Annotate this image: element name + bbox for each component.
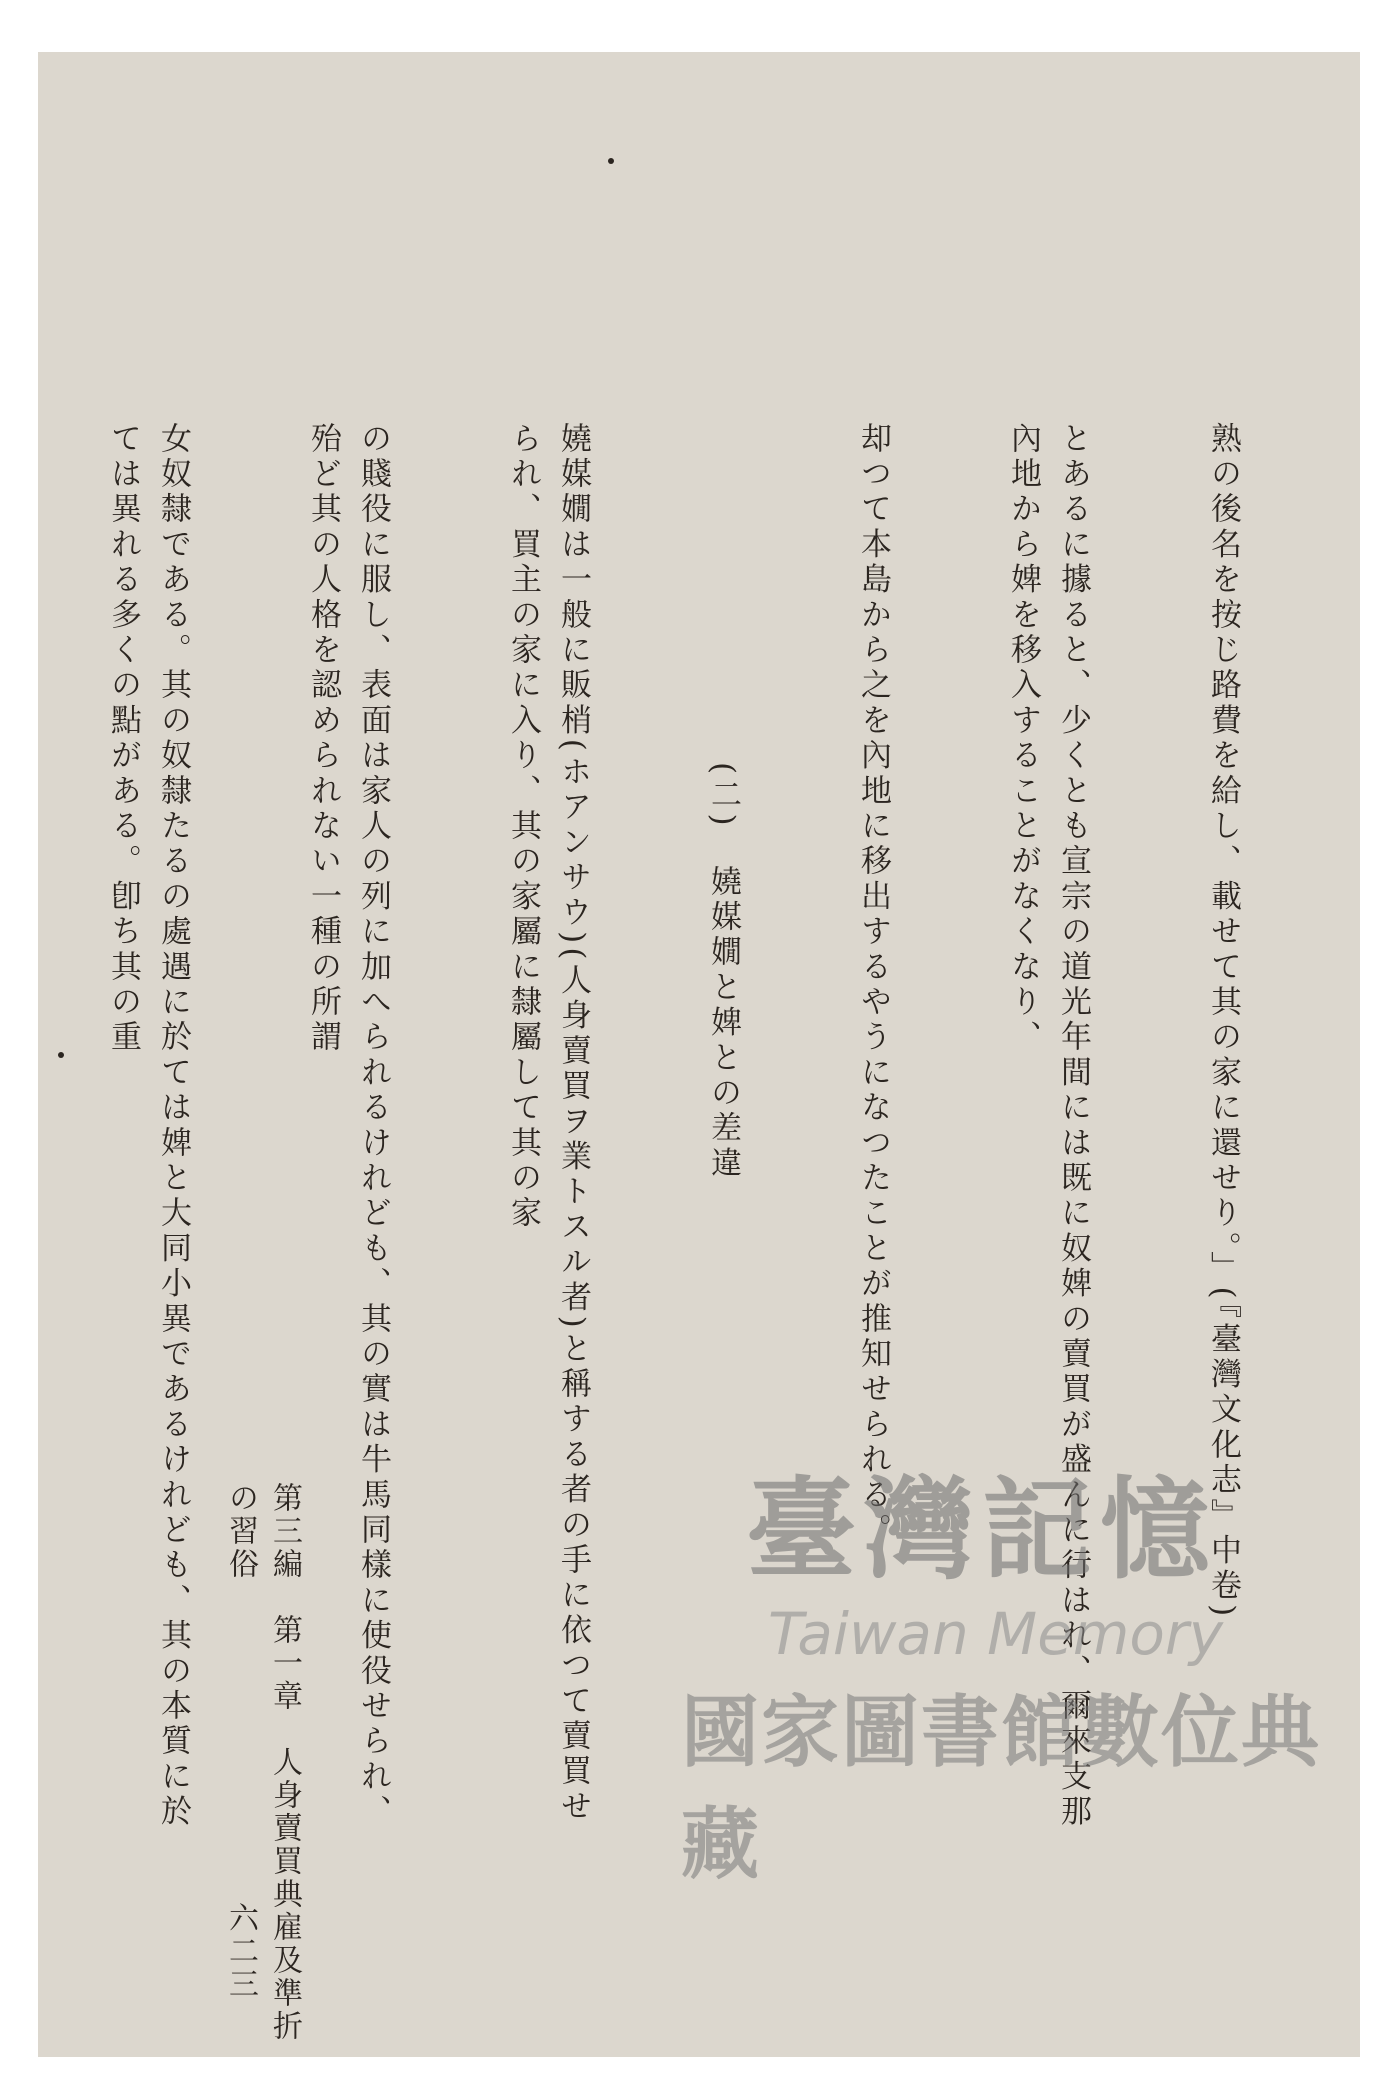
book-page <box>38 52 1360 2057</box>
page-number: 六二三 <box>223 1902 258 2001</box>
text-line: とあるに據ると、少くとも宣宗の道光年間には既に奴婢の賣買が盛んに行はれ、爾來支那內地から婢を移入することがなくなり、 <box>1005 422 1091 1830</box>
scan-border <box>38 52 1360 2057</box>
text-line: 却つて本島から之を內地に移出するやうになつたことが推知せられる。 <box>855 422 891 1549</box>
text-line: 嬈媒嫺は一般に販梢(ホアンサウ)(人身賣買ヲ業トスル者)と稱する者の手に依つて賣買せられ、買主の家に入り、其の家屬に隸屬して其の家 <box>505 422 591 1825</box>
text-line: の賤役に服し、表面は家人の列に加へられるけれども、其の實は牛馬同樣に使役せられ、殆ど其の人格を認められない一種の所謂 <box>305 422 391 1830</box>
text-line: 女奴隸である。其の奴隸たるの處遇に於ては婢と大同小異であるけれども、其の本質に於ては異れる多くの點がある。卽ち其の重 <box>105 422 191 1830</box>
watermark-chinese: 國家圖書館數位典藏 <box>681 1688 1322 1890</box>
watermark-english: Taiwan Memory <box>768 1600 1224 1668</box>
text-line: 熟の後名を按じ路費を給し、載せて其の家に還せり。」(『臺灣文化志』中卷) <box>1205 422 1241 1621</box>
section-heading: (二) 嬈媒嫺と婢との差違 <box>705 762 741 1182</box>
watermark-logo: 臺灣記憶 <box>746 1465 1218 1594</box>
running-head: 第三編 第一章 人身賣買典雇及準折の習俗 <box>223 1482 302 2043</box>
ink-spot <box>608 158 614 164</box>
